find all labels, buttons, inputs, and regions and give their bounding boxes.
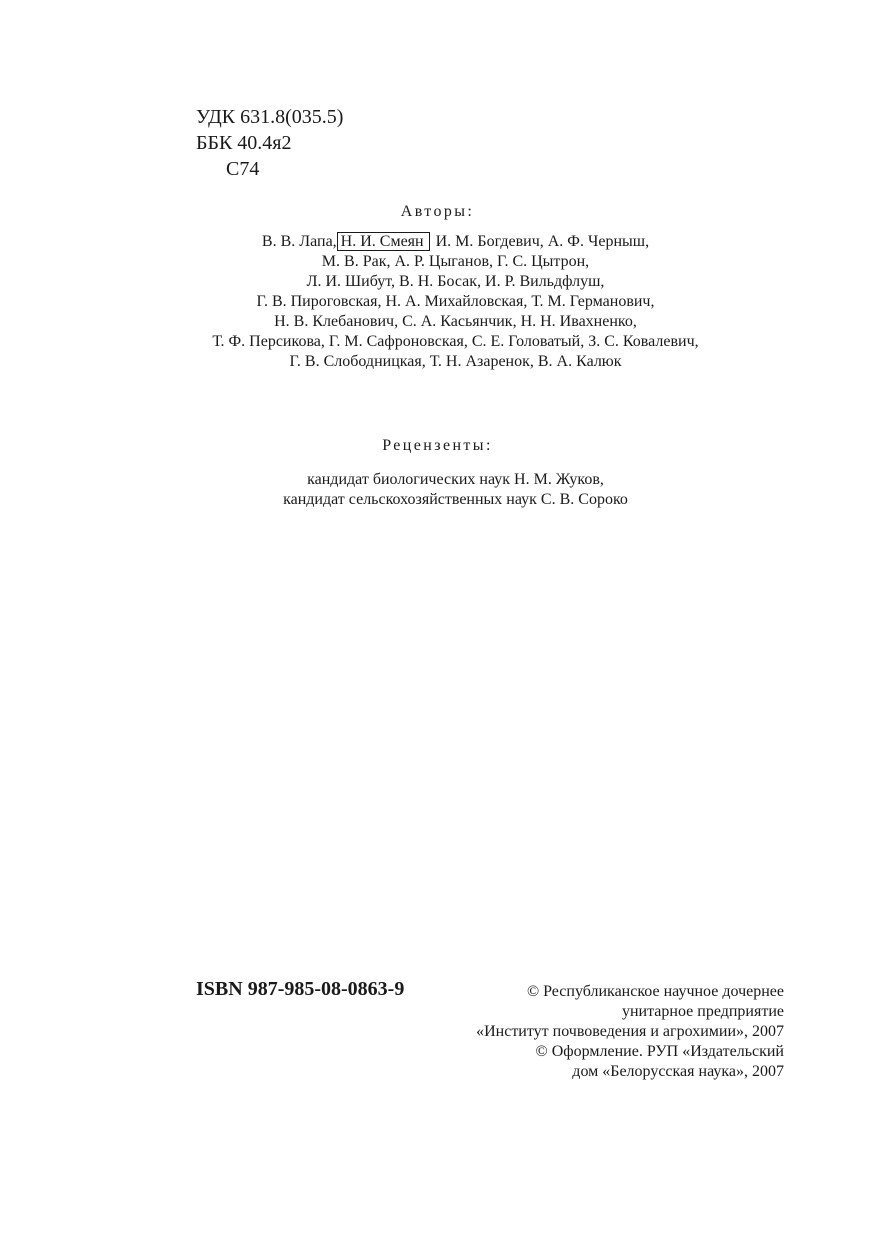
authors-line: Н. В. Клебанович, С. А. Касьянчик, Н. Н. Ивахненко,	[274, 313, 637, 330]
author-text: В. В. Лапа,	[261, 233, 337, 250]
copyright-line: унитарное предприятие	[621, 1003, 784, 1020]
reviewer-line: кандидат биологических наук Н. М. Жуков,	[307, 471, 604, 488]
reviewer-line: кандидат сельскохозяйственных наук С. В. Сороко	[283, 491, 628, 508]
authors-line: М. В. Рак, А. Р. Цыганов, Г. С. Цытрон,	[321, 253, 590, 270]
copyright-block	[476, 982, 784, 1082]
copyright-line: «Институт почвоведения и агрохимии», 2007	[476, 1023, 784, 1040]
authors-line: Г. В. Слободницкая, Т. Н. Азаренок, В. А. Калюк	[289, 353, 622, 370]
copyright-line: дом «Белорусская наука», 2007	[572, 1063, 784, 1080]
authors-list	[18, 232, 875, 372]
isbn: ISBN 987-985-08-0863-9	[196, 978, 405, 1000]
bbk-code: ББК 40.4я2	[196, 132, 292, 154]
authors-heading: Авторы:	[400, 203, 475, 220]
authors-line	[18, 232, 875, 252]
author-text: И. М. Богдевич, А. Ф. Черныш,	[435, 233, 650, 250]
reviewers-heading: Рецензенты:	[382, 437, 493, 454]
udk-code: УДК 631.8(035.5)	[196, 106, 344, 128]
authors-line: Г. В. Пироговская, Н. А. Михайловская, Т. М. Германович,	[256, 293, 655, 310]
copyright-line: © Республиканское научное дочернее	[526, 983, 784, 1000]
highlighted-author: Н. И. Смеян	[337, 232, 430, 251]
authors-line: Л. И. Шибут, В. Н. Босак, И. Р. Вильдфлуш,	[306, 273, 605, 290]
reviewers-list	[18, 470, 875, 510]
copyright-line: © Оформление. РУП «Издательский	[535, 1043, 784, 1060]
authors-line: Т. Ф. Персикова, Г. М. Сафроновская, С. Е. Головатый, З. С. Ковалевич,	[212, 333, 699, 350]
author-mark: С74	[226, 158, 260, 180]
classification-block	[196, 104, 343, 182]
